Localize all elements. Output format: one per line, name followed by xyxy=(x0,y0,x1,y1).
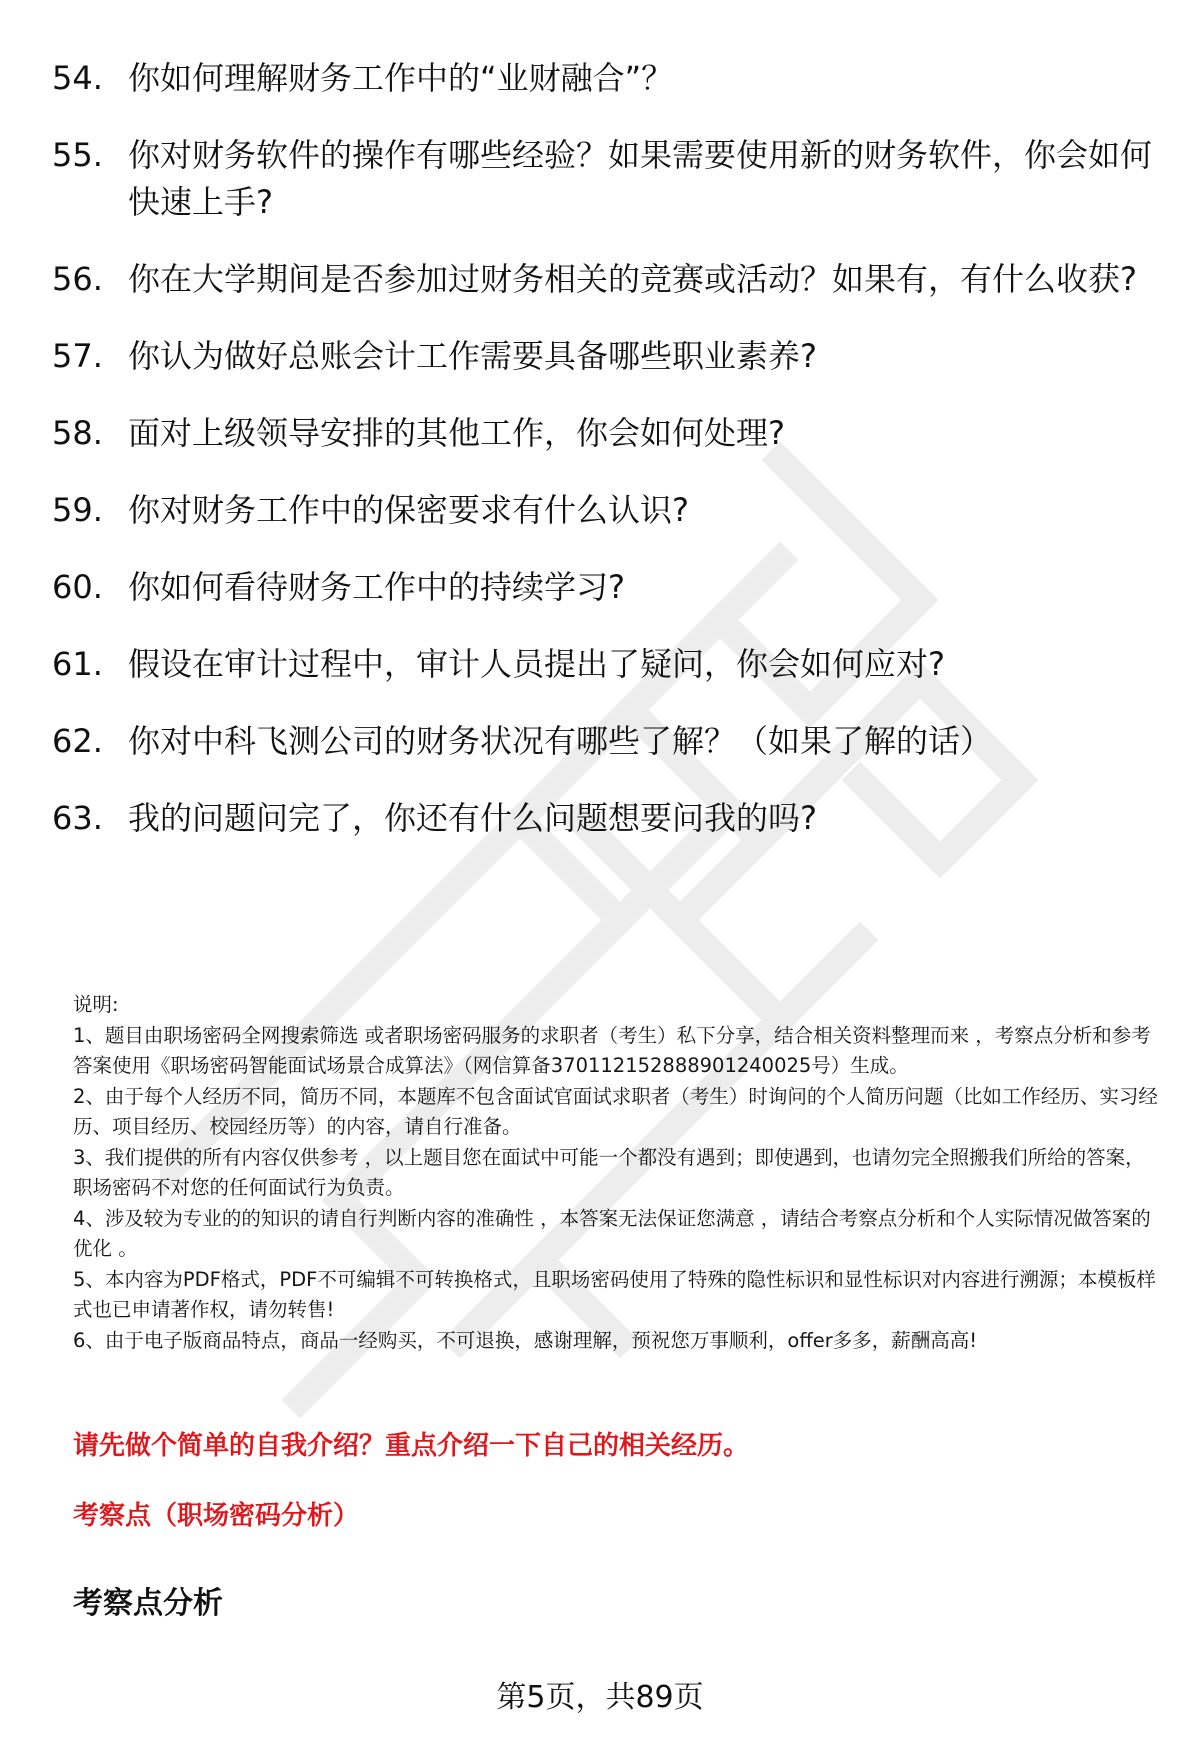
question-text: 你如何看待财务工作中的持续学习? xyxy=(128,568,625,606)
question-text: 面对上级领导安排的其他工作，你会如何处理? xyxy=(128,414,785,452)
question-number: 59. xyxy=(52,491,103,529)
spacer xyxy=(52,226,1162,256)
question-text: 你在大学期间是否参加过财务相关的竞赛或活动？如果有，有什么收获? xyxy=(128,260,1137,298)
note-item: 5、本内容为PDF格式，PDF不可编辑不可转换格式，且职场密码使用了特殊的隐性标识和显性标识对内容进行溯源；本模板样式也已申请著作权，请勿转售! xyxy=(73,1267,1156,1321)
analysis-subheading: 考察点（职场密码分析） xyxy=(73,1501,360,1531)
question-item xyxy=(52,641,1162,688)
note-item: 3、我们提供的所有内容仅供参考 ，以上题目您在面试中可能一个都没有遇到；即使遇到，也请勿完全照搬我们所给的答案，职场密码不对您的任何面试行为负责。 xyxy=(73,1145,1145,1199)
question-text: 你如何理解财务工作中的“业财融合”？ xyxy=(128,59,674,97)
featured-question-heading: 请先做个简单的自我介绍？重点介绍一下自己的相关经历。 xyxy=(73,1431,750,1461)
question-item xyxy=(52,132,1162,226)
question-item xyxy=(52,55,1162,102)
question-text: 我的问题问完了，你还有什么问题想要问我的吗? xyxy=(128,799,817,837)
note-item: 2、由于每个人经历不同，简历不同，本题库不包含面试官面试求职者（考生）时询问的个人简历问题（比如工作经历、实习经历、项目经历、校园经历等）的内容，请自行准备。 xyxy=(73,1084,1158,1138)
spacer xyxy=(52,457,1162,487)
note-item: 1、题目由职场密码全网搜索筛选 或者职场密码服务的求职者（考生）私下分享，结合相关资料整理而来 ，考察点分析和参考答案使用《职场密码智能面试场景合成算法》（网信算备370112152888901240025号）生成。 xyxy=(73,1023,1151,1077)
spacer xyxy=(52,688,1162,718)
notes-title: 说明: xyxy=(73,993,119,1016)
question-item xyxy=(52,487,1162,534)
question-number: 63. xyxy=(52,799,103,837)
question-number: 61. xyxy=(52,645,103,683)
spacer xyxy=(52,765,1162,795)
question-number: 58. xyxy=(52,414,103,452)
question-item xyxy=(52,564,1162,611)
question-number: 62. xyxy=(52,722,103,760)
spacer xyxy=(52,102,1162,132)
question-item xyxy=(52,256,1162,303)
question-number: 54. xyxy=(52,59,103,97)
question-number: 56. xyxy=(52,260,103,298)
disclaimer-notes xyxy=(73,990,1163,1356)
note-item: 6、由于电子版商品特点，商品一经购买，不可退换，感谢理解，预祝您万事顺利，offer多多，薪酬高高! xyxy=(73,1328,978,1352)
interview-question-list xyxy=(52,55,1162,842)
question-number: 57. xyxy=(52,337,103,375)
spacer xyxy=(52,611,1162,641)
question-item xyxy=(52,410,1162,457)
question-number: 60. xyxy=(52,568,103,606)
question-item xyxy=(52,718,1162,765)
note-item: 4、涉及较为专业的的知识的请自行判断内容的准确性 ，本答案无法保证您满意 ，请结合考察点分析和个人实际情况做答案的优化 。 xyxy=(73,1206,1151,1260)
question-text: 你对中科飞测公司的财务状况有哪些了解？（如果了解的话） xyxy=(128,722,993,760)
spacer xyxy=(52,380,1162,410)
spacer xyxy=(52,303,1162,333)
spacer xyxy=(52,534,1162,564)
page-indicator: 第5页，共89页 xyxy=(496,1680,704,1715)
question-text: 你对财务工作中的保密要求有什么认识? xyxy=(128,491,689,529)
question-item xyxy=(52,333,1162,380)
question-text: 你对财务软件的操作有哪些经验？如果需要使用新的财务软件，你会如何快速上手? xyxy=(128,136,1153,221)
question-text: 你认为做好总账会计工作需要具备哪些职业素养? xyxy=(128,337,817,375)
question-number: 55. xyxy=(52,136,103,174)
section-heading: 考察点分析 xyxy=(73,1586,223,1621)
question-text: 假设在审计过程中，审计人员提出了疑问，你会如何应对? xyxy=(128,645,945,683)
question-item xyxy=(52,795,1162,842)
